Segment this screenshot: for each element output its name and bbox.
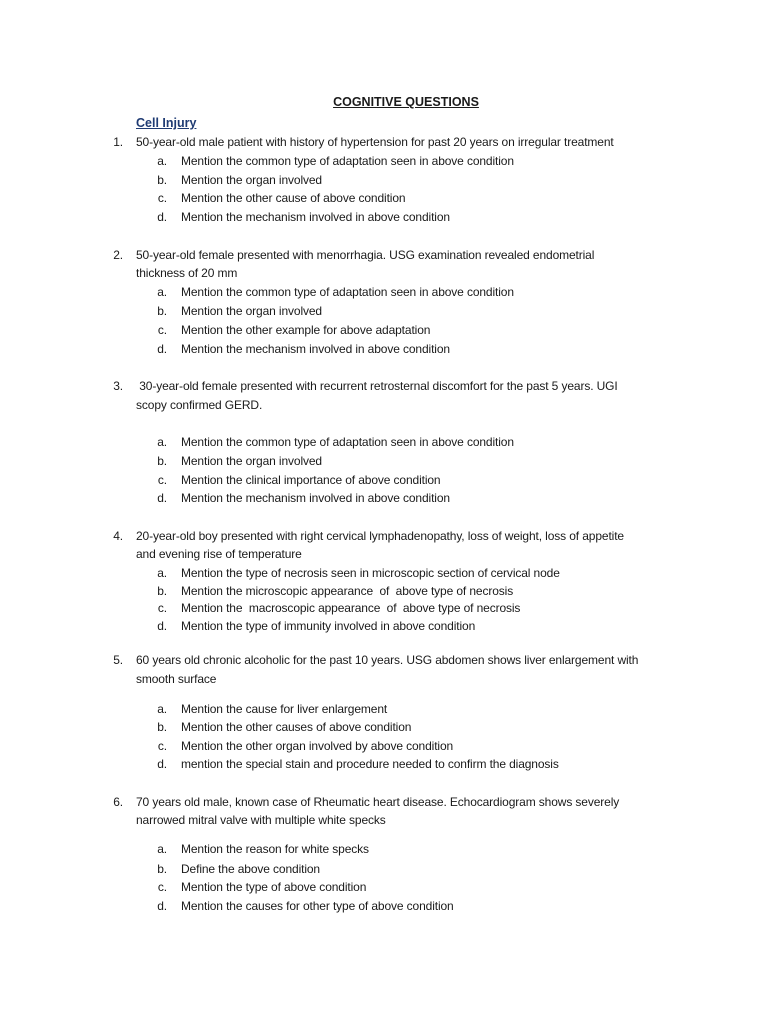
item-text: Mention the microscopic appearance of above type of necrosis xyxy=(181,584,514,598)
item-text: Mention the causes for other type of above condition xyxy=(181,899,454,913)
item-letter: b. xyxy=(157,862,167,876)
question-text: 30-year-old female presented with recurrent retrosternal discomfort for the past 5 years. UGI xyxy=(136,379,618,393)
question-number: 2. xyxy=(113,248,123,262)
item-letter: d. xyxy=(157,210,167,224)
item-letter: a. xyxy=(157,154,167,168)
item-letter: a. xyxy=(157,702,167,716)
question-text-continued: scopy confirmed GERD. xyxy=(136,398,263,412)
question-number: 1. xyxy=(113,135,123,149)
item-letter: b. xyxy=(157,584,167,598)
item-text: Mention the type of necrosis seen in microscopic section of cervical node xyxy=(181,566,560,580)
item-text: Mention the other example for above adaptation xyxy=(181,323,431,337)
item-text: Mention the macroscopic appearance of above type of necrosis xyxy=(181,601,521,615)
question-text: 60 years old chronic alcoholic for the past 10 years. USG abdomen shows liver enlargement with xyxy=(136,653,639,667)
item-text: mention the special stain and procedure needed to confirm the diagnosis xyxy=(181,757,559,771)
item-text: Mention the common type of adaptation seen in above condition xyxy=(181,154,514,168)
question-number: 6. xyxy=(113,795,123,809)
item-letter: c. xyxy=(157,739,167,753)
question-text-continued: narrowed mitral valve with multiple white specks xyxy=(136,813,386,827)
item-text: Mention the mechanism involved in above condition xyxy=(181,491,450,505)
item-text: Mention the type of above condition xyxy=(181,880,367,894)
question-text-continued: thickness of 20 mm xyxy=(136,266,238,280)
item-text: Mention the mechanism involved in above condition xyxy=(181,210,450,224)
item-text: Mention the other causes of above condition xyxy=(181,720,412,734)
item-letter: d. xyxy=(157,899,167,913)
question-number: 4. xyxy=(113,529,123,543)
question-text: 50-year-old male patient with history of hypertension for past 20 years on irregular treatment xyxy=(136,135,614,149)
item-text: Mention the other organ involved by above condition xyxy=(181,739,454,753)
question-text: 20-year-old boy presented with right cervical lymphadenopathy, loss of weight, loss of appetite xyxy=(136,529,624,543)
item-text: Mention the organ involved xyxy=(181,304,322,318)
item-letter: d. xyxy=(157,342,167,356)
item-text: Mention the cause for liver enlargement xyxy=(181,702,388,716)
item-text: Define the above condition xyxy=(181,862,320,876)
item-letter: a. xyxy=(157,435,167,449)
item-text: Mention the mechanism involved in above condition xyxy=(181,342,450,356)
item-letter: c. xyxy=(157,191,167,205)
question-text: 70 years old male, known case of Rheumatic heart disease. Echocardiogram shows severely xyxy=(136,795,620,809)
question-number: 3. xyxy=(113,379,123,393)
item-letter: b. xyxy=(157,720,167,734)
question-text: 50-year-old female presented with menorrhagia. USG examination revealed endometrial xyxy=(136,248,595,262)
item-letter: c. xyxy=(157,473,167,487)
item-text: Mention the common type of adaptation seen in above condition xyxy=(181,285,514,299)
item-letter: c. xyxy=(157,601,167,615)
question-text-continued: and evening rise of temperature xyxy=(136,547,302,561)
item-letter: b. xyxy=(157,304,167,318)
question-text-continued: smooth surface xyxy=(136,672,217,686)
item-letter: c. xyxy=(157,880,167,894)
section-heading: Cell Injury xyxy=(136,116,197,130)
item-text: Mention the organ involved xyxy=(181,454,322,468)
item-text: Mention the organ involved xyxy=(181,173,322,187)
item-letter: a. xyxy=(157,842,167,856)
item-text: Mention the clinical importance of above condition xyxy=(181,473,441,487)
question-number: 5. xyxy=(113,653,123,667)
item-letter: d. xyxy=(157,757,167,771)
item-text: Mention the type of immunity involved in above condition xyxy=(181,619,476,633)
item-letter: c. xyxy=(157,323,167,337)
item-text: Mention the other cause of above condition xyxy=(181,191,406,205)
item-letter: b. xyxy=(157,454,167,468)
item-letter: b. xyxy=(157,173,167,187)
page-title: COGNITIVE QUESTIONS xyxy=(333,95,479,109)
item-letter: d. xyxy=(157,619,167,633)
item-letter: a. xyxy=(157,285,167,299)
item-letter: a. xyxy=(157,566,167,580)
item-letter: d. xyxy=(157,491,167,505)
item-text: Mention the reason for white specks xyxy=(181,842,369,856)
item-text: Mention the common type of adaptation seen in above condition xyxy=(181,435,514,449)
